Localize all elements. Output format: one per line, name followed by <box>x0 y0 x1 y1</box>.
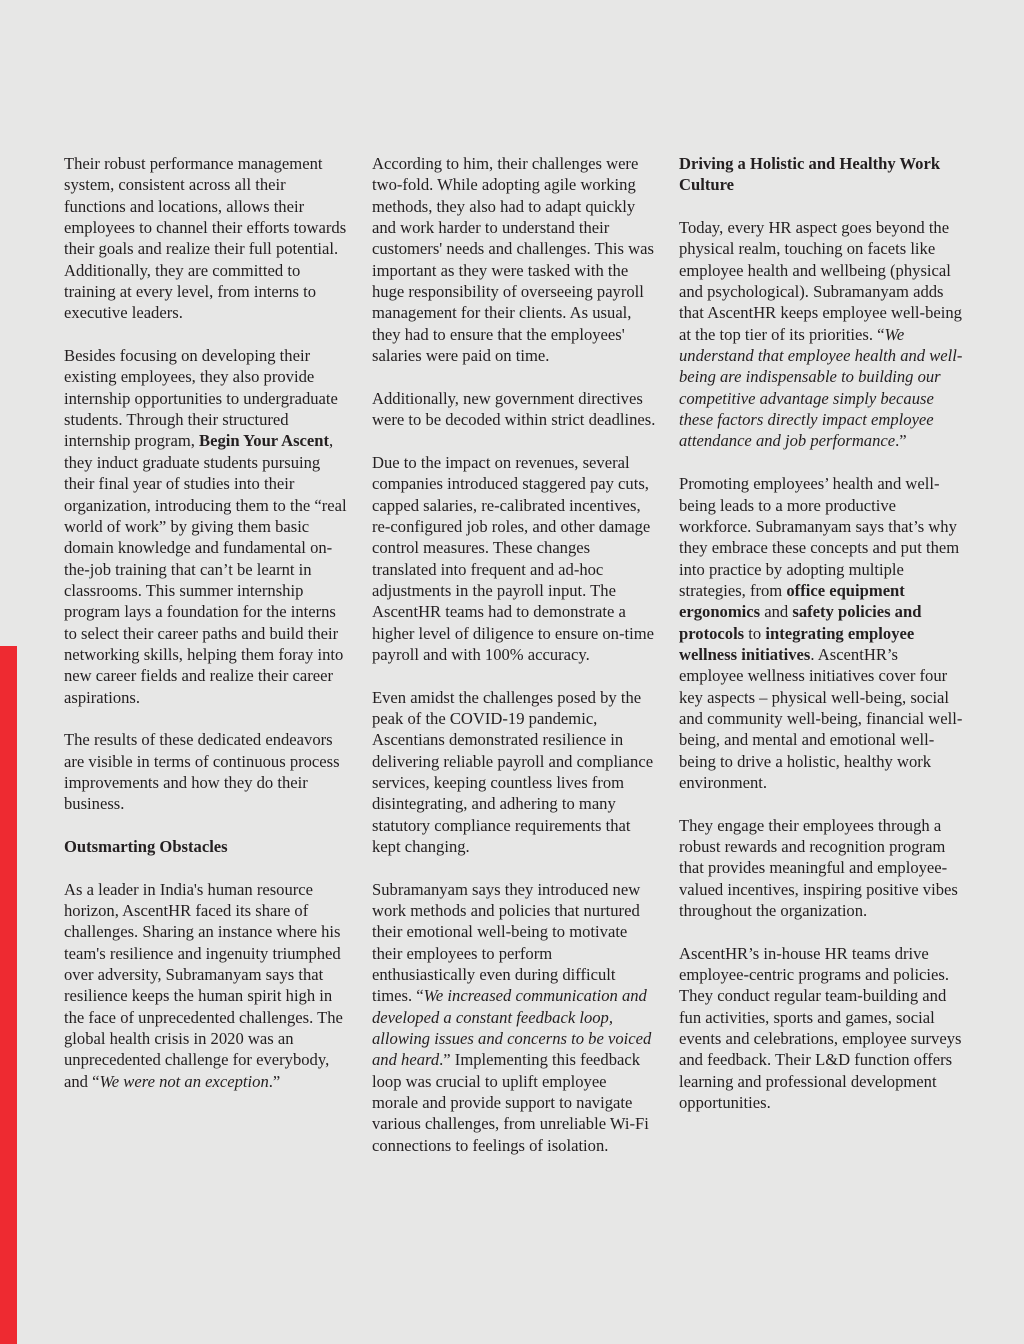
paragraph: Promoting employees’ health and well-being leads to a more productive workforce. Subramanyam says that’s why they embrace these concepts and put them into practice by adopting multiple strategies, from office equipment ergonomics and safety policies and protocols to integrating employee wellness initiatives. AscentHR’s employee wellness initiatives cover four key aspects – physical well-being, social and community well-being, financial well-being, and mental and emotional well-being to drive a holistic, healthy work environment. <box>679 474 963 792</box>
column-3 <box>679 153 963 1135</box>
paragraph: Subramanyam says they introduced new work methods and policies that nurtured their emotional well-being to motivate their employees to perform enthusiastically even during difficult times. “We increased communication and developed a constant feedback loop, allowing issues and concerns to be voiced and heard.” Implementing this feedback loop was crucial to uplift employee morale and provide support to navigate various challenges, from unreliable Wi-Fi connections to feelings of isolation. <box>372 879 652 1155</box>
paragraph: AscentHR’s in-house HR teams drive employee-centric programs and policies. They conduct regular team-building and fun activities, sports and games, social events and celebrations, employee surveys and feedback. Their L&D function offers learning and professional development opportunities. <box>679 943 962 1113</box>
paragraph: Besides focusing on developing their existing employees, they also provide internship opportunities to undergraduate students. Through their structured internship program, Begin Your Ascent, they induct graduate students pursuing their final year of studies into their organization, introducing them to the “real world of work” by giving them basic domain knowledge and fundamental on-the-job training that can’t be learnt in classrooms. This summer internship program lays a foundation for the interns to select their career paths and build their networking skills, helping them foray into new career fields and realize their career aspirations. <box>64 346 347 707</box>
strategy-emphasis: integrating employee wellness initiatives <box>679 623 915 664</box>
quote: We were not an exception <box>99 1071 269 1091</box>
paragraph: The results of these dedicated endeavors are visible in terms of continuous process improvements and how they do their business. <box>64 730 340 814</box>
paragraph: According to him, their challenges were two-fold. While adopting agile working methods, they also had to adapt quickly and work harder to understand their customers' needs and challenges. This was important as they were tasked with the huge responsibility of overseeing payroll management for their clients. As usual, they had to ensure that the employees' salaries were paid on time. <box>372 154 654 366</box>
section-heading: Driving a Holistic and Healthy Work Culture <box>679 154 941 195</box>
strategy-emphasis: office equipment ergonomics <box>679 580 905 622</box>
strategy-emphasis: safety policies and protocols <box>679 602 922 643</box>
paragraph: They engage their employees through a robust rewards and recognition program that provides meaningful and employee-valued incentives, inspiring positive vibes throughout the organization. <box>679 815 958 921</box>
section-heading: Outsmarting Obstacles <box>64 837 228 856</box>
paragraph: Their robust performance management system, consistent across all their functions and locations, allows their employees to channel their efforts towards their goals and realize their full potential. Additionally, they are committed to training at every level, from interns to executive leaders. <box>64 154 347 323</box>
paragraph: Today, every HR aspect goes beyond the physical realm, touching on facets like employee health and wellbeing (physical and psychological). Subramanyam adds that AscentHR keeps employee well-being at the top tier of its priorities. “We understand that employee health and well-being are indispensable to building our competitive advantage simply because these factors directly impact employee attendance and job performance.” <box>679 218 963 451</box>
column-1 <box>64 153 348 1113</box>
red-accent-bar <box>0 646 17 1344</box>
paragraph: Due to the impact on revenues, several companies introduced staggered pay cuts, capped salaries, re-calibrated incentives, re-configured job roles, and other damage control measures. These changes translated into frequent and ad-hoc adjustments in the payroll input. The AscentHR teams had to demonstrate a higher level of diligence to ensure on-time payroll and with 100% accuracy. <box>372 452 654 664</box>
quote: We increased communication and developed a constant feedback loop, allowing issues and concerns to be voiced and heard <box>372 986 652 1070</box>
quote: We understand that employee health and well-being are indispensable to building our competitive advantage simply because these factors directly impact employee attendance and job performance <box>679 324 963 451</box>
column-2 <box>372 153 656 1178</box>
program-name: Begin Your Ascent <box>199 431 330 451</box>
paragraph: Additionally, new government directives were to be decoded within strict deadlines. <box>372 388 656 430</box>
paragraph: Even amidst the challenges posed by the peak of the COVID-19 pandemic, Ascentians demonstrated resilience in delivering reliable payroll and compliance services, keeping countless lives from disintegrating, and adhering to many statutory compliance requirements that kept changing. <box>372 687 654 856</box>
paragraph: As a leader in India's human resource horizon, AscentHR faced its share of challenges. Sharing an instance where his team's resilience and ingenuity triumphed over adversity, Subramanyam says that resilience keeps the human spirit high in the face of unprecedented challenges. The global health crisis in 2020 was an unprecedented challenge for everybody, and “We were not an exception.” <box>64 879 343 1091</box>
